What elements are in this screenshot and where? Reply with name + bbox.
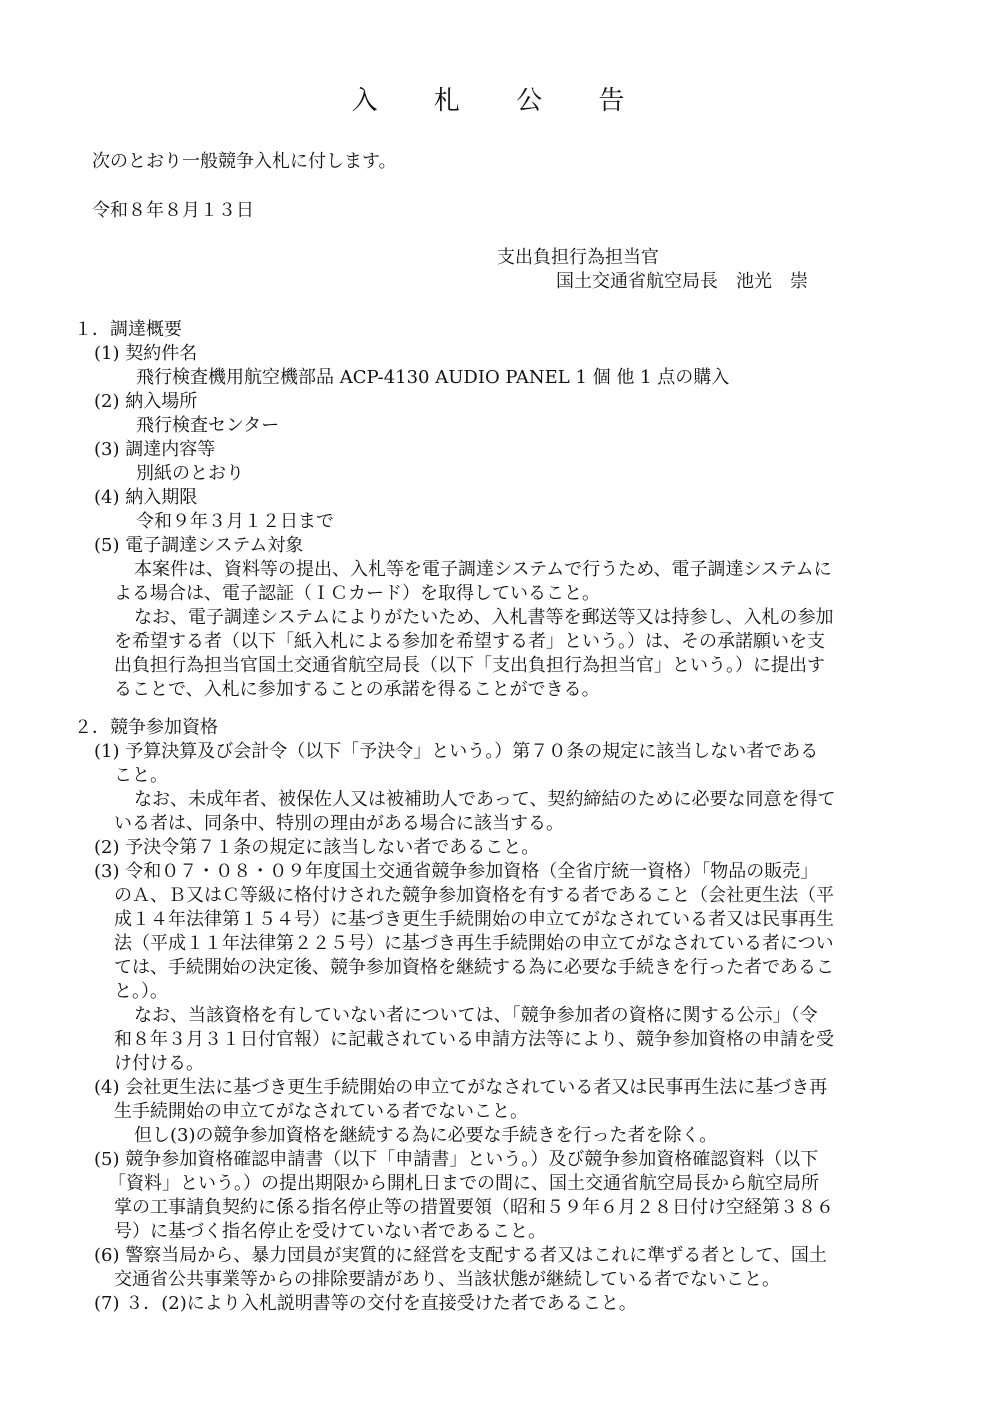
text-line: なお、未成年者、被保佐人又は被補助人であって、契約締結のために必要な同意を得て (134, 789, 836, 810)
text-line: ては、手続開始の決定後、競争参加資格を継続する為に必要な手続きを行った者であるこ (114, 957, 834, 978)
text-line: (1) 予算決算及び会計令（以下「予決令」という。）第７０条の規定に該当しない者である (94, 741, 819, 762)
item-2-label: (2) 納入場所 (94, 391, 198, 412)
text-line: なお、電子調達システムによりがたいため、入札書等を郵送等又は持参し、入札の参加 (134, 607, 834, 628)
intro-text: 次のとおり一般競争入札に付します。 (92, 151, 397, 172)
text-line: と。）。 (114, 981, 168, 1002)
text-line: いる者は、同条中、特別の理由がある場合に該当する。 (114, 813, 564, 834)
signature-role: 支出負担行為担当官 (497, 247, 659, 268)
text-line: 生手続開始の申立てがなされている者でないこと。 (114, 1101, 528, 1122)
item-1-value: 飛行検査機用航空機部品 ACP-4130 AUDIO PANEL 1 個 他 1 点の購入 (136, 367, 730, 388)
text-line: (4) 会社更生法に基づき更生手続開始の申立てがなされている者又は民事再生法に基づき再 (94, 1077, 828, 1098)
signature-name: 国土交通省航空局長 池光 崇 (556, 271, 808, 292)
item-5-label: (5) 電子調達システム対象 (94, 535, 304, 556)
item-4-label: (4) 納入期限 (94, 487, 198, 508)
qualification-1 (94, 740, 918, 836)
item-5-paragraph-1 (114, 558, 918, 606)
text-line: 和８年３月３１日付官報）に記載されている申請方法等により、競争参加資格の申請を受 (114, 1029, 834, 1050)
text-line: 掌の工事請負契約に係る指名停止等の措置要領（昭和５９年６月２８日付け空経第３８６ (114, 1197, 834, 1218)
qualification-5 (94, 1148, 918, 1244)
text-line: ることで、入札に参加することの承諾を得ることができる。 (114, 679, 600, 700)
text-line: よる場合は、電子認証（ＩＣカード）を取得していること。 (114, 583, 600, 604)
text-line: 号）に基づく指名停止を受けていない者であること。 (114, 1221, 546, 1242)
text-line: のＡ、Ｂ又はＣ等級に格付けされた競争参加資格を有する者であること（会社更生法（平 (114, 885, 834, 906)
qualification-7: (7) ３．(2)により入札説明書等の交付を直接受けた者であること。 (94, 1293, 637, 1314)
text-line: (3) 令和０７・０８・０９年度国土交通省競争参加資格（全省庁統一資格）「物品の販売」 (94, 861, 819, 882)
qualification-4 (94, 1076, 918, 1148)
text-line: 本案件は、資料等の提出、入札等を電子調達システムで行うため、電子調達システムに (134, 559, 832, 580)
item-5-paragraph-2 (114, 606, 918, 702)
text-line: 但し(3)の競争参加資格を継続する為に必要な手続きを行った者を除く。 (134, 1125, 718, 1146)
item-1-label: (1) 契約件名 (94, 343, 198, 364)
text-line: 交通省公共事業等からの排除要請があり、当該状態が継続している者でないこと。 (114, 1269, 780, 1290)
text-line: 「資料」という。）の提出期限から開札日までの間に、国土交通省航空局長から航空局所 (108, 1173, 819, 1194)
text-line: なお、当該資格を有していない者については、「競争参加者の資格に関する公示」（令 (134, 1005, 818, 1026)
qualification-2: (2) 予決令第７１条の規定に該当しない者であること。 (94, 837, 540, 858)
item-4-value: 令和９年３月１２日まで (136, 511, 334, 532)
section-1-heading: １．調達概要 (74, 319, 182, 340)
qualification-3 (94, 860, 918, 1076)
notice-date: 令和８年８月１３日 (92, 200, 254, 221)
text-line: を希望する者（以下「紙入札による参加を希望する者」という。）は、その承諾願いを支 (114, 631, 825, 652)
text-line: け付ける。 (114, 1053, 204, 1074)
text-line: 成１４年法律第１５４号）に基づき更生手続開始の申立てがなされている者又は民事再生 (114, 909, 834, 930)
text-line: 出負担行為担当官国土交通省航空局長（以下「支出負担行為担当官」という。）に提出す (114, 655, 825, 676)
text-line: こと。 (114, 765, 168, 786)
section-2-heading: ２．競争参加資格 (74, 717, 218, 738)
document-title: 入 札 公 告 (351, 86, 649, 116)
item-2-value: 飛行検査センター (136, 415, 280, 436)
item-3-label: (3) 調達内容等 (94, 439, 216, 460)
qualification-6 (94, 1244, 918, 1292)
text-line: (6) 警察当局から、暴力団員が実質的に経営を支配する者又はこれに準ずる者として、国土 (94, 1245, 827, 1266)
text-line: 法（平成１１年法律第２２５号）に基づき再生手続開始の申立てがなされている者につい (114, 933, 834, 954)
item-3-value: 別紙のとおり (136, 463, 244, 484)
text-line: (5) 競争参加資格確認申請書（以下「申請書」という。）及び競争参加資格確認資料（以下 (94, 1149, 819, 1170)
